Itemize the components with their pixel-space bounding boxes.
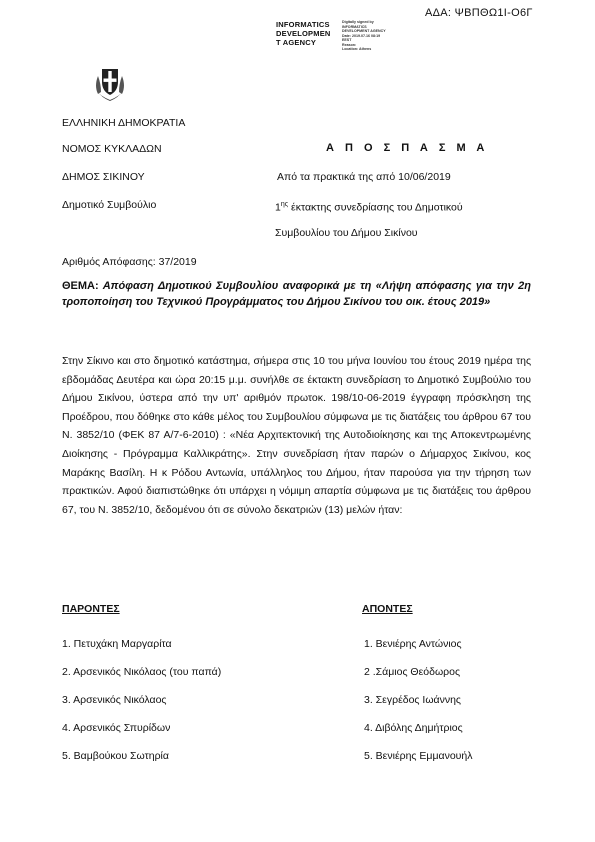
absent-item: 4. Διβόλης Δημήτριος	[364, 722, 463, 734]
coat-of-arms-icon	[92, 64, 128, 104]
republic-label: ΕΛΛΗΝΙΚΗ ΔΗΜΟΚΡΑΤΙΑ	[62, 117, 186, 129]
present-item: 5. Βαμβούκου Σωτηρία	[62, 750, 169, 762]
present-item: 4. Αρσενικός Σπυρίδων	[62, 722, 171, 734]
absent-item: 2 .Σάμιος Θεόδωρος	[364, 666, 461, 678]
present-heading: ΠΑΡΟΝΤΕΣ	[62, 603, 120, 615]
agency-line-1: INFORMATICS	[276, 20, 330, 29]
session-line-2: Συμβουλίου του Δήμου Σικίνου	[275, 227, 418, 239]
signature-detail: Date: 2019.07.16 08:19	[342, 33, 381, 38]
agency-line-3: T AGENCY	[276, 38, 317, 47]
session-number: 1	[275, 201, 281, 214]
absent-item: 1. Βενιέρης Αντώνιος	[364, 638, 462, 650]
digital-signature-details	[342, 20, 412, 52]
subject-text: Απόφαση Δημοτικού Συμβουλίου αναφορικά με τη «Λήψη απόφασης για την 2η τροποποίηση του Τεχνικού Προγράμματος του Δήμου Σικίνου του οικ. έτους 2019»	[62, 280, 531, 308]
subject-block	[62, 279, 531, 310]
subject-label: ΘΕΜΑ:	[62, 280, 99, 292]
agency-line-2: DEVELOPMEN	[276, 29, 331, 38]
agency-signature-logo	[276, 20, 331, 47]
signature-detail: Reason:	[342, 42, 357, 47]
council-label: Δημοτικό Συμβούλιο	[62, 199, 157, 211]
signature-detail: DEVELOPMENT AGENCY	[342, 29, 386, 33]
session-description: έκτακτης συνεδρίασης του Δημοτικού	[288, 201, 463, 214]
signature-detail: Location: Athens	[342, 47, 372, 51]
absent-item: 3. Σεγρέδος Ιωάννης	[364, 694, 461, 706]
minutes-from: Από τα πρακτικά της από 10/06/2019	[277, 171, 451, 183]
apospasma-title: Α Π Ο Σ Π Α Σ Μ Α	[326, 142, 489, 154]
absent-heading: ΑΠΟΝΤΕΣ	[362, 603, 413, 615]
municipality-label: ΔΗΜΟΣ ΣΙΚΙΝΟΥ	[62, 171, 145, 183]
session-line-1	[275, 198, 463, 215]
present-item: 3. Αρσενικός Νικόλαος	[62, 694, 167, 706]
present-item: 1. Πετυχάκη Μαργαρίτα	[62, 638, 172, 650]
present-item: 2. Αρσενικός Νικόλαος (του παπά)	[62, 666, 222, 678]
decision-number: Αριθμός Απόφασης: 37/2019	[62, 256, 197, 268]
absent-item: 5. Βενιέρης Εμμανουήλ	[364, 750, 473, 762]
session-ordinal: ης	[280, 201, 289, 208]
prefecture-label: ΝΟΜΟΣ ΚΥΚΛΑΔΩΝ	[62, 143, 162, 155]
body-paragraph: Στην Σίκινο και στο δημοτικό κατάστημα, σήμερα στις 10 του μήνα Ιουνίου του έτους 2019 ημέρα της εβδομάδας Δευτέρα και ώρα 20:15 μ.μ. συνήλθε σε έκτακτη συνεδρίαση το Δημοτικό Συμβούλιο του Δήμου Σικίνου, ύστερα από την υπ' αριθμόν πρωτοκ. 198/10-06-2019 έγγραφη πρόσκληση της Προέδρου, που δόθηκε στο κάθε μέλος του Συμβουλίου σύμφωνα με τις διατάξεις του άρθρου 67 του Ν. 3852/10 (ΦΕΚ 87 Α/7-6-2010) : «Νέα Αρχιτεκτονική της Αυτοδιοίκησης και της Αποκεντρωμένης Διοίκησης - Πρόγραμμα Καλλικράτης». Στην συνεδρίαση ήταν παρών ο Δήμαρχος Σικίνου, κος Μαράκης Βασίλη. Η κ Ρόδου Αντωνία, υπάλληλος του Δήμου, ήταν παρούσα για την τήρηση των πρακτικών. Αφού διαπιστώθηκε ότι υπάρχει η νόμιμη απαρτία σύμφωνα με τις διατάξεις του άρθρου 67, του Ν. 3852/10, δεδομένου ότι σε σύνολο δεκατριών (13) μελών ήταν:	[62, 355, 531, 516]
signature-detail: EEST	[342, 38, 352, 42]
signature-detail: INFORMATICS	[342, 24, 367, 29]
signature-detail: Digitally signed by	[342, 20, 374, 24]
ada-code: ΑΔΑ: ΨΒΠΘΩ1Ι-Ο6Γ	[425, 7, 533, 19]
